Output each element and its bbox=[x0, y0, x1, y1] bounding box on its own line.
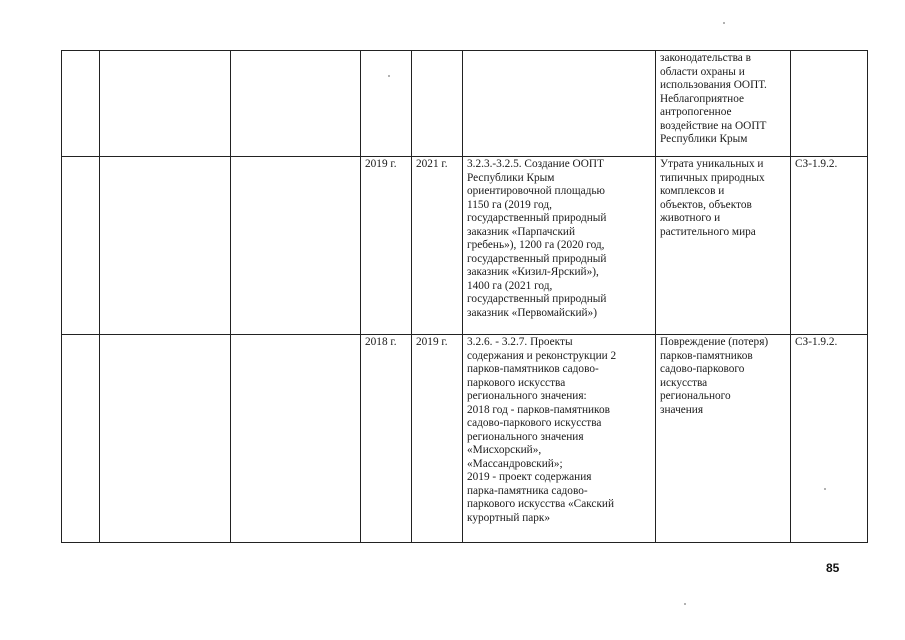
page-number: 85 bbox=[826, 561, 840, 575]
table-row bbox=[62, 51, 868, 157]
measures-table bbox=[61, 50, 868, 543]
table-cell-start-year bbox=[361, 51, 412, 157]
table-cell-end-year: 2019 г. bbox=[412, 335, 463, 543]
table-cell-number bbox=[62, 157, 100, 335]
scan-speck bbox=[684, 603, 686, 605]
table-cell-indicator bbox=[231, 157, 361, 335]
table-cell-measure: 3.2.3.-3.2.5. Создание ООПТ Республики Крым ориентировочной площадью 1150 га (2019 год, государственный природный заказник «Парпачский гребень»), 1200 га (2020 год, государственный природный заказник «Кизил-Ярский»), 1400 га (2021 год, государственный природный заказник «Первомайский») bbox=[463, 157, 656, 335]
table-cell-start-year: 2019 г. bbox=[361, 157, 412, 335]
scan-speck bbox=[388, 75, 390, 77]
table-cell-risk: Утрата уникальных и типичных природных комплексов и объектов, объектов животного и растительного мира bbox=[656, 157, 791, 335]
table-cell-start-year: 2018 г. bbox=[361, 335, 412, 543]
table-cell-end-year bbox=[412, 51, 463, 157]
table-cell-indicator bbox=[231, 51, 361, 157]
table-cell-code: СЗ-1.9.2. bbox=[791, 157, 868, 335]
table-cell-task bbox=[100, 51, 231, 157]
scan-speck bbox=[723, 22, 725, 24]
table-cell-number bbox=[62, 51, 100, 157]
table-cell-number bbox=[62, 335, 100, 543]
table-cell-indicator bbox=[231, 335, 361, 543]
table-cell-task bbox=[100, 335, 231, 543]
table-cell-code bbox=[791, 51, 868, 157]
table-cell-measure bbox=[463, 51, 656, 157]
table-row bbox=[62, 157, 868, 335]
table-cell-task bbox=[100, 157, 231, 335]
table-cell-measure: 3.2.6. - 3.2.7. Проекты содержания и реконструкции 2 парков-памятников садово- паркового искусства регионального значения: 2018 год - парков-памятников садово-паркового искусства регионального значения «Мисхорский», «Массандровский»; 2019 - проект содержания парка-памятника садово- паркового искусства «Сакский курортный парк» bbox=[463, 335, 656, 543]
table-cell-end-year: 2021 г. bbox=[412, 157, 463, 335]
table-row bbox=[62, 335, 868, 543]
table-cell-risk: Повреждение (потеря) парков-памятников садово-паркового искусства регионального значения bbox=[656, 335, 791, 543]
table-cell-code: СЗ-1.9.2. bbox=[791, 335, 868, 543]
table-cell-risk: законодательства в области охраны и использования ООПТ. Неблагоприятное антропогенное воздействие на ООПТ Республики Крым bbox=[656, 51, 791, 157]
scan-speck bbox=[824, 488, 826, 490]
